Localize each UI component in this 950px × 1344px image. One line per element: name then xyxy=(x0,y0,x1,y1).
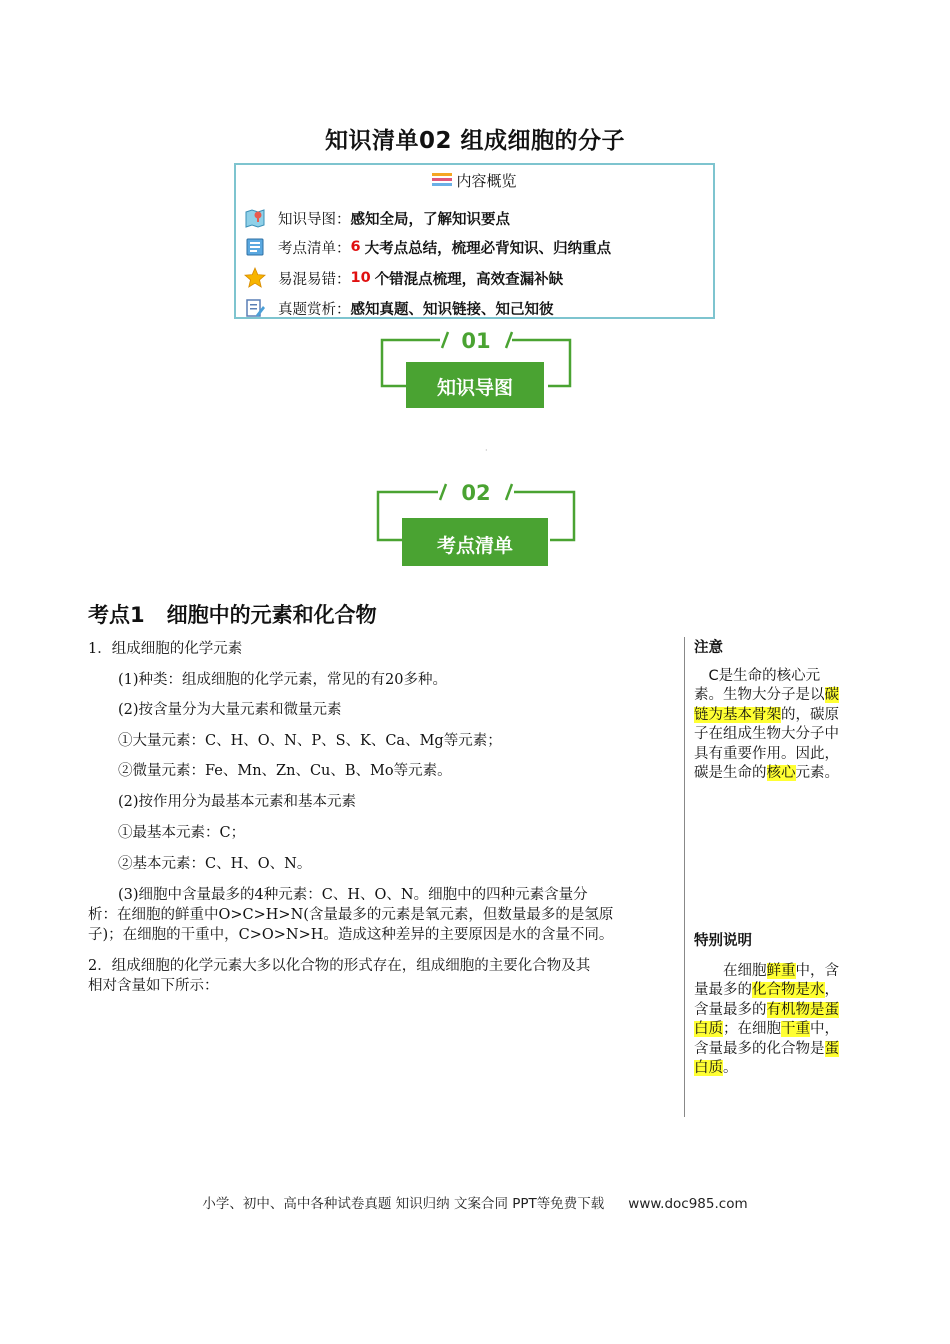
content-overview-box xyxy=(234,163,715,319)
note-heading: 注意 xyxy=(694,640,723,656)
book-icon xyxy=(244,236,266,258)
side-text: 。 xyxy=(723,1060,738,1076)
side-text: 中，含 xyxy=(795,962,839,979)
side-text: 碳是生命的 xyxy=(694,765,767,781)
side-text: 子在组成生物大分子中 xyxy=(694,726,839,742)
paragraph: 2．组成细胞的化学元素大多以化合物的形式存在，组成细胞的主要化合物及其 xyxy=(88,958,591,974)
overview-item-mindmap: 知识导图： 感知全局，了解知识要点 xyxy=(244,205,510,231)
paragraph: (2)按含量分为大量元素和微量元素 xyxy=(118,702,342,718)
highlighted-text: 有机物是蛋 xyxy=(766,1001,839,1018)
banner-label: 考点清单 xyxy=(436,535,513,557)
highlighted-text: 核心 xyxy=(766,765,796,781)
side-text: 的，碳原 xyxy=(781,706,839,723)
side-text: 量最多的 xyxy=(694,982,752,998)
highlighted-text: 蛋 xyxy=(824,1040,839,1057)
paragraph: (1)种类：组成细胞的化学元素，常见的有20多种。 xyxy=(118,672,447,688)
side-line xyxy=(694,1040,866,1060)
paragraph: 析：在细胞的鲜重中O>C>H>N(含量最多的元素是氧元素，但数量最多的是氢原 xyxy=(88,907,614,923)
section-heading: 考点1 细胞中的元素和化合物 xyxy=(88,603,377,627)
side-text: ， xyxy=(824,982,839,998)
edit-icon xyxy=(244,297,266,319)
side-line xyxy=(694,962,866,982)
side-text: 中， xyxy=(810,1021,839,1037)
star-icon xyxy=(244,267,266,289)
overview-item-pitfalls: 易混易错： 10 个错混点梳理，高效查漏补缺 xyxy=(244,265,563,291)
paragraph: ①最基本元素：C； xyxy=(118,825,246,841)
column-divider xyxy=(684,637,685,1117)
paragraph: ②微量元素：Fe、Mn、Zn、Cu、B、Mo等元素。 xyxy=(118,763,452,779)
page-title: 知识清单02 组成细胞的分子 xyxy=(324,128,625,154)
highlighted-text: 链为基本骨架 xyxy=(694,706,781,723)
special-heading: 特别说明 xyxy=(694,933,752,949)
special-box xyxy=(694,932,866,1079)
side-text: 在细胞 xyxy=(694,962,767,979)
overview-heading xyxy=(236,170,713,191)
highlighted-text: 干重 xyxy=(781,1021,810,1037)
side-line xyxy=(694,1020,866,1040)
banner-label: 知识导图 xyxy=(436,377,513,399)
side-text: 具有重要作用。因此， xyxy=(694,745,839,762)
footer-url: www.doc985.com xyxy=(628,1196,748,1212)
overview-item-past-papers: 真题赏析： 感知真题、知识链接、知己知彼 xyxy=(244,295,554,321)
highlighted-text: 鲜重 xyxy=(766,962,796,979)
footer-text: 小学、初中、高中各种试卷真题 知识归纳 文案合同 PPT等免费下载 xyxy=(202,1196,605,1212)
side-text: 含量最多的 xyxy=(694,1001,767,1018)
paragraph: (3)细胞中含量最多的4种元素：C、H、O、N。细胞中的四种元素含量分 xyxy=(118,887,588,903)
side-line xyxy=(694,1059,866,1079)
side-line xyxy=(694,1001,866,1021)
note-body xyxy=(694,667,866,784)
side-line xyxy=(694,764,866,784)
section-banner-checklist xyxy=(376,482,576,568)
highlighted-text: 化合物是水 xyxy=(752,982,825,998)
banner-number: 01 xyxy=(461,329,491,353)
side-line xyxy=(694,745,866,765)
side-text: 含量最多的化合物是 xyxy=(694,1040,825,1057)
side-line xyxy=(694,725,866,745)
paragraph: (2)按作用分为最基本元素和基本元素 xyxy=(118,794,357,810)
stray-mark: · xyxy=(485,446,488,455)
banner-number: 02 xyxy=(461,481,491,505)
list-bars-icon xyxy=(432,173,452,191)
page-footer xyxy=(0,1192,950,1212)
note-box xyxy=(694,639,866,784)
section-banner-mindmap xyxy=(380,330,572,412)
paragraph: ①大量元素：C、H、O、N、P、S、K、Ca、Mg等元素； xyxy=(118,733,502,749)
side-line xyxy=(694,981,866,1001)
overview-item-checklist: 考点清单： 6 大考点总结，梳理必背知识、归纳重点 xyxy=(244,234,611,260)
highlighted-text: 白质 xyxy=(694,1021,723,1037)
paragraph: 相对含量如下所示： xyxy=(88,978,219,994)
side-line xyxy=(694,706,866,726)
paragraph: ②基本元素：C、H、O、N。 xyxy=(118,856,312,872)
highlighted-text: 碳 xyxy=(824,687,839,703)
special-body xyxy=(694,962,866,1079)
paragraph: 1．组成细胞的化学元素 xyxy=(88,641,243,657)
side-text: C是生命的核心元 xyxy=(694,667,821,684)
overview-heading-text: 内容概览 xyxy=(456,172,517,190)
map-icon xyxy=(244,207,266,229)
highlighted-text: 白质 xyxy=(694,1060,723,1076)
side-text: ；在细胞 xyxy=(723,1021,781,1037)
side-line xyxy=(694,686,866,706)
side-line xyxy=(694,667,866,687)
side-text: 素。生物大分子是以 xyxy=(694,687,825,703)
side-text: 元素。 xyxy=(795,765,839,781)
paragraph: 子)；在细胞的干重中，C>O>N>H。造成这种差异的主要原因是水的含量不同。 xyxy=(88,927,614,943)
